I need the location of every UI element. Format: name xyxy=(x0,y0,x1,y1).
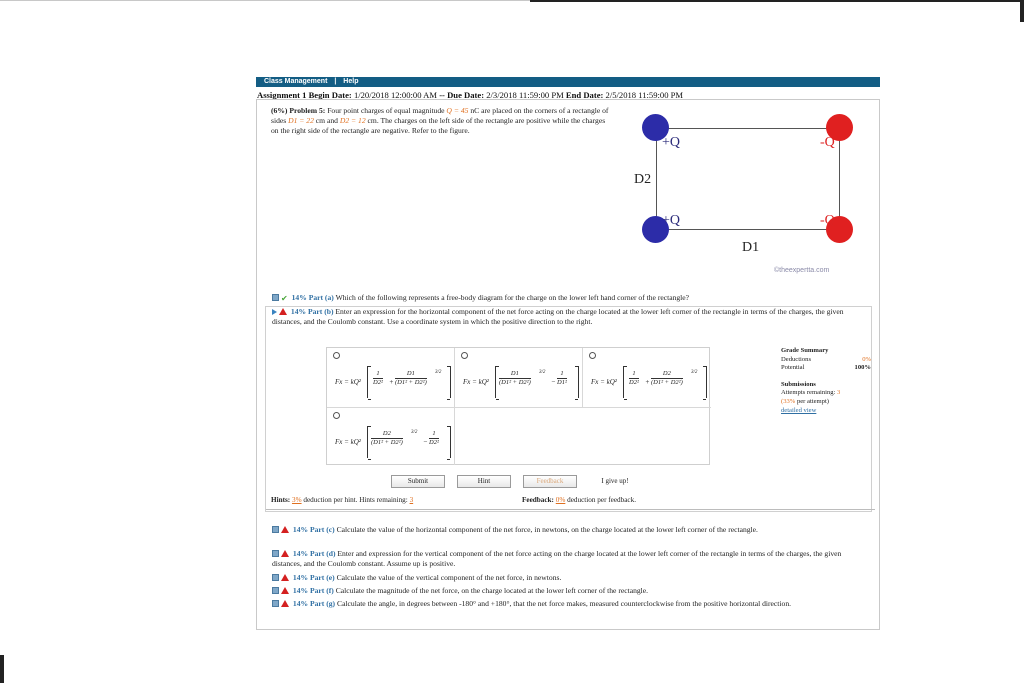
watermark: ©theexpertta.com xyxy=(774,267,830,274)
menu-help[interactable]: Help xyxy=(343,78,359,85)
attempts-row xyxy=(781,389,871,398)
option-2-exp: 3/2 xyxy=(539,370,546,375)
hints-label: Hints: xyxy=(271,496,291,504)
option-1-radio[interactable] xyxy=(333,352,340,359)
option-2-t2-num: 1 xyxy=(557,370,567,379)
d2-value: D2 = 12 xyxy=(339,116,366,126)
q-value: = 45 xyxy=(453,106,469,115)
option-4-exp: 3/2 xyxy=(411,430,418,435)
potential-value: 100% xyxy=(854,364,871,372)
part-d-tag: 14% Part (d) xyxy=(292,549,336,558)
part-e-text: Calculate the value of the vertical component of the net force, in newtons. xyxy=(336,573,562,582)
option-4-term1 xyxy=(371,430,403,447)
label-tl: +Q xyxy=(662,135,681,150)
part-g-tag: 14% Part (g) xyxy=(292,599,336,608)
option-2-term2 xyxy=(557,370,567,387)
label-d1: D1 xyxy=(742,240,760,255)
option-3-op: + xyxy=(645,378,650,386)
problem-header: (6%) Problem 5: xyxy=(271,106,326,115)
part-f-text: Calculate the magnitude of the net force, on the charge located at the lower left corner of the rectangle. xyxy=(335,586,649,595)
expand-box-icon[interactable] xyxy=(272,574,279,581)
option-4-radio[interactable] xyxy=(333,412,340,419)
option-4-t2-num: 1 xyxy=(429,430,439,439)
play-arrow-icon xyxy=(272,309,277,315)
part-b-row[interactable] xyxy=(272,307,872,328)
dash: -- xyxy=(439,90,445,100)
option-2-radio[interactable] xyxy=(461,352,468,359)
problem-statement xyxy=(271,106,611,137)
option-1-op: + xyxy=(389,378,394,386)
hint-button[interactable]: Hint xyxy=(457,475,511,488)
part-b-text: Enter an expression for the horizontal component of the net force acting on the charge located at the lower left corner of the rectangle in terms of the charges, the given distances, and the Coulomb constant. Use a coordinate system in which the positive direction to the right. xyxy=(272,307,844,327)
hints-info xyxy=(271,496,413,504)
option-2-lhs: Fx = kQ² xyxy=(463,378,489,386)
option-2-t2-den: D1² xyxy=(557,379,567,386)
option-3-t1-num: 1 xyxy=(629,370,639,379)
option-1-t2-den: (D1² + D2²) xyxy=(395,379,427,386)
part-f-tag: 14% Part (f) xyxy=(292,586,334,595)
part-g-text: Calculate the angle, in degrees between -180° and +180°, that the net force makes, measured counterclockwise from the positive horizontal direction. xyxy=(337,599,792,608)
d1-value: D1 = 22 xyxy=(288,116,314,126)
warning-icon xyxy=(281,574,289,581)
part-e-row[interactable] xyxy=(272,573,867,583)
expand-box-icon[interactable] xyxy=(272,294,279,301)
part-d-text: Enter and expression for the vertical component of the net force acting on the charge located at the lower left corner of the rectangle in terms of the charges, the given distances, and the Coulomb constant. Assume up is positive. xyxy=(272,549,842,569)
part-e-tag: 14% Part (e) xyxy=(292,573,335,582)
q-unit-text: nC are placed on the corners of a rectangle of sides xyxy=(271,106,609,126)
option-2-t1-num: D1 xyxy=(499,370,531,379)
expand-box-icon[interactable] xyxy=(272,600,279,607)
feedback-text: deduction per feedback. xyxy=(567,496,636,504)
feedback-pct: 0% xyxy=(555,496,566,504)
option-2-op: − xyxy=(551,378,556,386)
feedback-button[interactable]: Feedback xyxy=(523,475,577,488)
part-g-row[interactable] xyxy=(272,599,867,609)
option-3-exp: 3/2 xyxy=(691,370,698,375)
rectangle-outline xyxy=(656,128,840,230)
warning-icon xyxy=(281,600,289,607)
option-3-t2-den: (D1² + D2²) xyxy=(651,379,683,386)
option-1-term2 xyxy=(395,370,427,387)
option-1-term1 xyxy=(373,370,383,387)
option-4-term2 xyxy=(429,430,439,447)
part-a-text: Which of the following represents a free-body diagram for the charge on the lower left hand corner of the rectangle? xyxy=(335,293,690,302)
menu-class-management[interactable]: Class Management xyxy=(264,78,328,85)
hints-text: deduction per hint. Hints remaining: xyxy=(303,496,408,504)
option-3-t1-den: D2² xyxy=(629,379,639,386)
detailed-view-link[interactable]: detailed view xyxy=(781,406,817,414)
option-2[interactable] xyxy=(455,348,583,408)
warning-icon xyxy=(281,550,289,557)
option-4[interactable] xyxy=(327,408,455,465)
q-symbol: Q xyxy=(446,106,452,115)
warning-icon xyxy=(281,587,289,594)
end-date-label: End Date: xyxy=(565,90,604,100)
deductions-label: Deductions xyxy=(781,355,812,363)
answer-options-grid xyxy=(326,347,710,465)
right-edge-bar xyxy=(1020,0,1024,22)
hints-remaining: 3 xyxy=(409,496,414,504)
option-1-exp: 3/2 xyxy=(435,370,442,375)
option-2-t1-den: (D1² + D2²) xyxy=(499,379,531,386)
option-2-term1 xyxy=(499,370,531,387)
feedback-info xyxy=(522,496,636,504)
attempts-label: Attempts remaining: xyxy=(781,389,836,397)
option-3-lhs: Fx = kQ² xyxy=(591,378,617,386)
deductions-value: 0% xyxy=(862,355,871,363)
attempts-value: 3 xyxy=(837,389,841,397)
option-4-t1-den: (D1² + D2²) xyxy=(371,439,403,446)
d1-unit-text: cm and xyxy=(315,116,338,126)
left-edge-bar xyxy=(0,655,4,683)
hints-pct: 3% xyxy=(291,496,302,504)
per-attempt-row xyxy=(781,398,871,407)
potential-label: Potential xyxy=(781,364,805,372)
top-border-dark xyxy=(530,0,1024,2)
grade-summary xyxy=(781,347,871,415)
checkmark-icon: ✔ xyxy=(281,294,288,303)
end-date-value: 2/5/2018 11:59:00 PM xyxy=(605,90,684,100)
option-3-term1 xyxy=(629,370,639,387)
begin-date-label: Begin Date: xyxy=(308,90,352,100)
deductions-row xyxy=(781,356,871,365)
expand-box-icon[interactable] xyxy=(272,526,279,533)
option-1-t1-den: D2² xyxy=(373,379,383,386)
menu-bar xyxy=(256,77,880,87)
option-4-op: − xyxy=(423,438,428,446)
due-date-value: 2/3/2018 11:59:00 PM xyxy=(486,90,564,100)
per-attempt-value: (33% xyxy=(781,397,796,405)
charge-figure xyxy=(624,114,864,284)
option-1-lhs: Fx = kQ² xyxy=(335,378,361,386)
option-1[interactable] xyxy=(327,348,455,408)
option-1-t2-num: D1 xyxy=(395,370,427,379)
grade-summary-title: Grade Summary xyxy=(781,347,829,354)
due-date-label: Due Date: xyxy=(447,90,485,100)
assignment-title: Assignment 1 xyxy=(257,90,307,100)
option-4-t2-den: D2² xyxy=(429,439,439,446)
label-d2: D2 xyxy=(634,172,652,187)
submit-button[interactable]: Submit xyxy=(391,475,445,488)
problem-text-a: Four point charges of equal magnitude xyxy=(327,106,445,115)
option-3-radio[interactable] xyxy=(589,352,596,359)
part-a-tag: 14% Part (a) xyxy=(291,293,334,302)
option-3-t2-num: D2 xyxy=(651,370,683,379)
expand-box-icon[interactable] xyxy=(272,587,279,594)
give-up-button[interactable]: I give up! xyxy=(589,475,641,488)
label-bl: +Q xyxy=(662,213,681,228)
divider xyxy=(266,509,875,510)
part-c-tag: 14% Part (c) xyxy=(292,525,335,534)
option-4-lhs: Fx = kQ² xyxy=(335,438,361,446)
option-1-t1-num: 1 xyxy=(373,370,383,379)
submissions-title: Submissions xyxy=(781,380,816,388)
part-a-row[interactable] xyxy=(272,293,872,304)
label-br: -Q xyxy=(820,213,835,228)
part-d-row[interactable] xyxy=(272,549,867,570)
menu-separator: | xyxy=(334,78,337,85)
label-tr: -Q xyxy=(820,135,835,150)
option-3[interactable] xyxy=(583,348,711,408)
part-b-tag: 14% Part (b) xyxy=(290,307,334,316)
begin-date-value: 1/20/2018 12:00:00 AM xyxy=(353,90,438,100)
d2-unit-text: cm. The charges on the left side of the rectangle are positive while the charges on the right side of the rectangle are negative. Refer to the figure. xyxy=(271,116,606,136)
per-attempt-label: per attempt) xyxy=(796,397,829,405)
feedback-label: Feedback: xyxy=(522,496,554,504)
expand-box-icon[interactable] xyxy=(272,550,279,557)
option-3-term2 xyxy=(651,370,683,387)
part-c-row[interactable] xyxy=(272,525,867,535)
option-4-t1-num: D2 xyxy=(371,430,403,439)
part-f-row[interactable] xyxy=(272,586,867,596)
warning-icon xyxy=(279,308,287,315)
part-c-text: Calculate the value of the horizontal component of the net force, in newtons, on the charge located at the lower left corner of the rectangle. xyxy=(336,525,758,534)
potential-row xyxy=(781,364,871,373)
warning-icon xyxy=(281,526,289,533)
